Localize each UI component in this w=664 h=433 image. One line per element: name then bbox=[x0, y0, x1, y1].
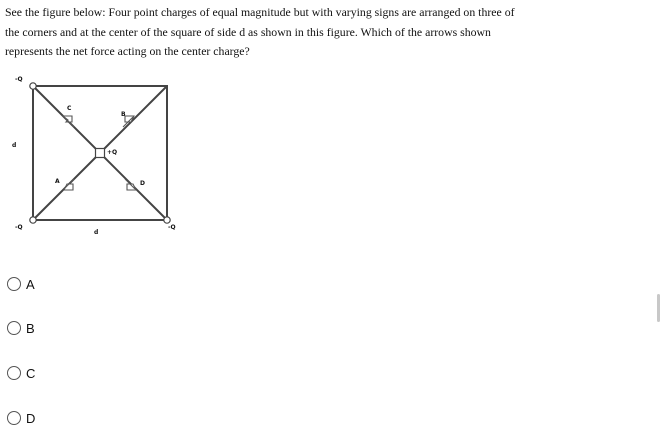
radio-button[interactable] bbox=[7, 321, 21, 335]
arrow-c bbox=[63, 116, 74, 127]
option-d[interactable] bbox=[7, 408, 35, 428]
option-label: A bbox=[26, 276, 35, 292]
figure-drawing bbox=[0, 68, 200, 243]
option-label: C bbox=[26, 365, 36, 381]
radio-button[interactable] bbox=[7, 411, 21, 425]
option-label: D bbox=[26, 410, 36, 426]
charge-center bbox=[96, 149, 105, 158]
label-charge-bottom-left: -Q bbox=[15, 224, 23, 231]
label-arrow-d: D bbox=[140, 180, 145, 187]
charge-square-figure bbox=[0, 68, 200, 243]
scrollbar-thumb[interactable] bbox=[657, 294, 660, 322]
radio-button[interactable] bbox=[7, 277, 21, 291]
question-text bbox=[5, 3, 655, 62]
charge-top-left bbox=[30, 83, 36, 89]
arrow-a bbox=[64, 179, 74, 190]
label-arrow-b: B bbox=[121, 111, 126, 118]
option-label: B bbox=[26, 320, 35, 336]
label-side-bottom: d bbox=[94, 229, 99, 236]
option-b[interactable] bbox=[7, 318, 35, 338]
label-arrow-a: A bbox=[55, 178, 60, 185]
question-line: See the figure below: Four point charges of equal magnitude but with varying signs are arranged on three of bbox=[5, 5, 515, 19]
radio-button[interactable] bbox=[7, 366, 21, 380]
charge-bottom-left bbox=[30, 217, 36, 223]
arrow-d bbox=[125, 179, 136, 190]
question-line: the corners and at the center of the square of side d as shown in this figure. Which of the arrows shown bbox=[5, 24, 491, 39]
option-a[interactable] bbox=[7, 274, 35, 294]
question-line: represents the net force acting on the center charge? bbox=[5, 44, 250, 58]
label-charge-center: +Q bbox=[107, 149, 118, 156]
charge-bottom-right bbox=[164, 217, 170, 223]
option-c[interactable] bbox=[7, 363, 35, 383]
label-side-left: d bbox=[12, 142, 17, 149]
label-charge-bottom-right: -Q bbox=[168, 224, 176, 231]
label-charge-top-left: -Q bbox=[15, 76, 23, 83]
label-arrow-c: C bbox=[67, 105, 72, 112]
